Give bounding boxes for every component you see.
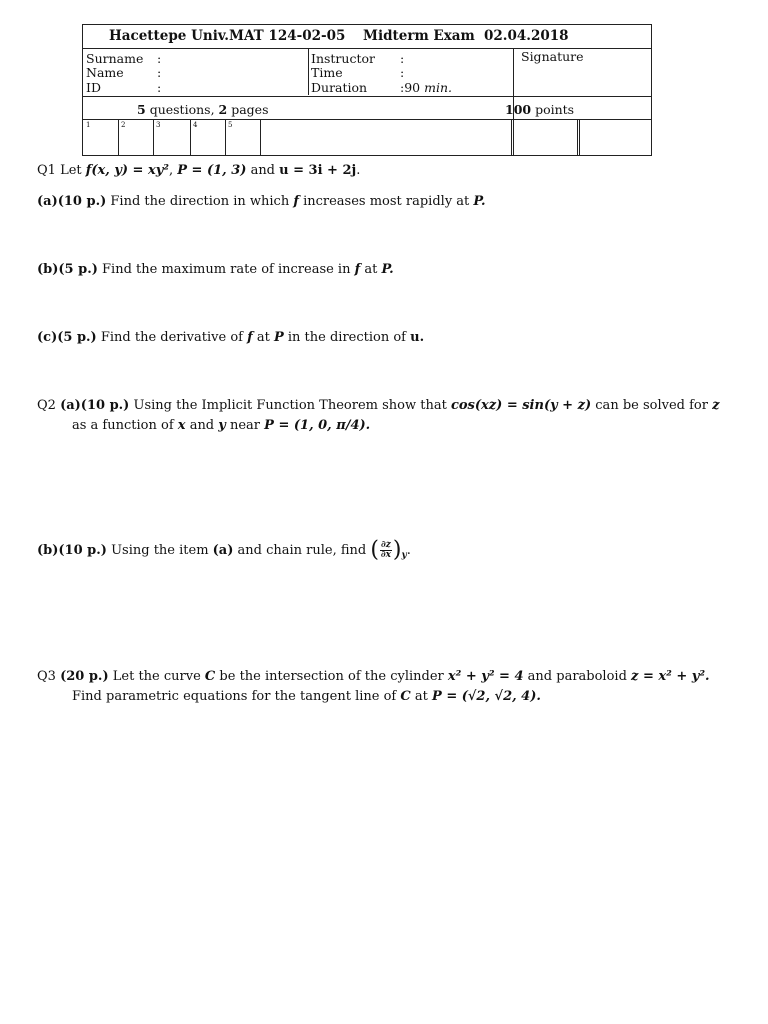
q1b: (b)(5 p.) Find the maximum rate of increase in f at P. xyxy=(37,262,394,277)
time-colon: : xyxy=(400,65,405,80)
score-divider xyxy=(225,119,226,155)
score-cell-5-label: 5 xyxy=(228,121,233,129)
score-cell-3-label: 3 xyxy=(156,121,161,129)
q2a-line2: as a function of x and y near P = (1, 0, π/4). xyxy=(72,418,371,433)
partial-fraction: $\frac{\partial z}{\partial x}$ xyxy=(380,540,392,560)
score-divider xyxy=(577,119,578,155)
score-divider xyxy=(190,119,191,155)
duration-value: :90 min. xyxy=(400,80,452,95)
score-cell-1-label: 1 xyxy=(86,121,91,129)
q1c: (c)(5 p.) Find the derivative of f at P in the direction of u. xyxy=(37,330,425,345)
header-divider xyxy=(83,119,651,120)
exam-type: Midterm Exam xyxy=(363,28,475,44)
duration-label: Duration xyxy=(311,80,368,95)
q2b: (b)(10 p.) Using the item (a) and chain rule, find ( $\frac{\partial z}{\partial x}$ )$_y$. xyxy=(37,537,411,563)
course-code: MAT 124-02-05 xyxy=(229,28,346,44)
q2a: Q2 (a)(10 p.) Using the Implicit Function Theorem show that cos(xz) = sin(y + z) can be solved for z xyxy=(37,398,720,413)
instructor-label: Instructor xyxy=(311,51,375,66)
score-divider xyxy=(118,119,119,155)
header-divider xyxy=(308,48,309,95)
university-name: Hacettepe Univ. xyxy=(109,28,230,44)
time-label: Time xyxy=(311,65,343,80)
score-cell-2-label: 2 xyxy=(121,121,126,129)
score-divider xyxy=(153,119,154,155)
score-divider xyxy=(260,119,261,155)
surname-label: Surname xyxy=(86,51,144,66)
surname-colon: : xyxy=(157,51,162,66)
score-cell-4-label: 4 xyxy=(193,121,198,129)
q3-line2: Find parametric equations for the tangent line of C at P = (√2, √2, 4). xyxy=(72,689,541,704)
header-divider xyxy=(83,96,651,97)
score-divider xyxy=(511,119,512,155)
id-colon: : xyxy=(157,80,162,95)
name-label: Name xyxy=(86,65,124,80)
name-colon: : xyxy=(157,65,162,80)
q1-statement: Q1 Let f(x, y) = xy², P = (1, 3) and u = 3i + 2j. xyxy=(37,163,361,178)
exam-header-table xyxy=(82,24,652,156)
id-label: ID xyxy=(86,80,101,95)
q1a: (a)(10 p.) Find the direction in which f increases most rapidly at P. xyxy=(37,194,486,209)
exam-summary: 5 questions, 2 pages xyxy=(137,102,269,117)
total-points: 100 points xyxy=(505,102,575,117)
score-divider xyxy=(579,119,580,155)
signature-label: Signature xyxy=(521,49,584,64)
instructor-colon: : xyxy=(400,51,405,66)
exam-date: 02.04.2018 xyxy=(484,28,569,44)
q3: Q3 (20 p.) Let the curve C be the intersection of the cylinder x² + y² = 4 and paraboloid z = x² + y². xyxy=(37,669,710,684)
